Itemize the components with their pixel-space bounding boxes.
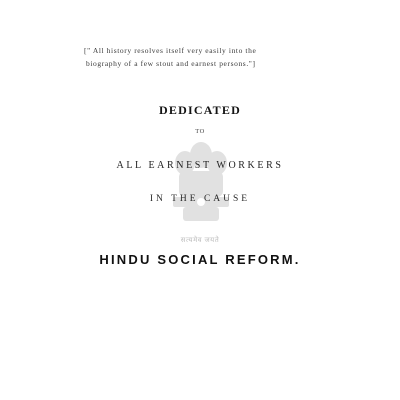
reform-line: HINDU SOCIAL REFORM. [99,252,301,267]
national-emblem-watermark [165,137,237,237]
workers-line: ALL EARNEST WORKERS [116,160,284,171]
to-line: TO [195,128,205,135]
epigraph-line-1: [" All history resolves itself very easily into the [84,46,257,55]
watermark-motto: सत्यमेव जयते [180,236,220,244]
cause-line: IN THE CAUSE [149,194,251,204]
dedicated-heading: DEDICATED [159,103,241,117]
epigraph-line-2: biography of a few stout and earnest persons."] [86,59,256,68]
